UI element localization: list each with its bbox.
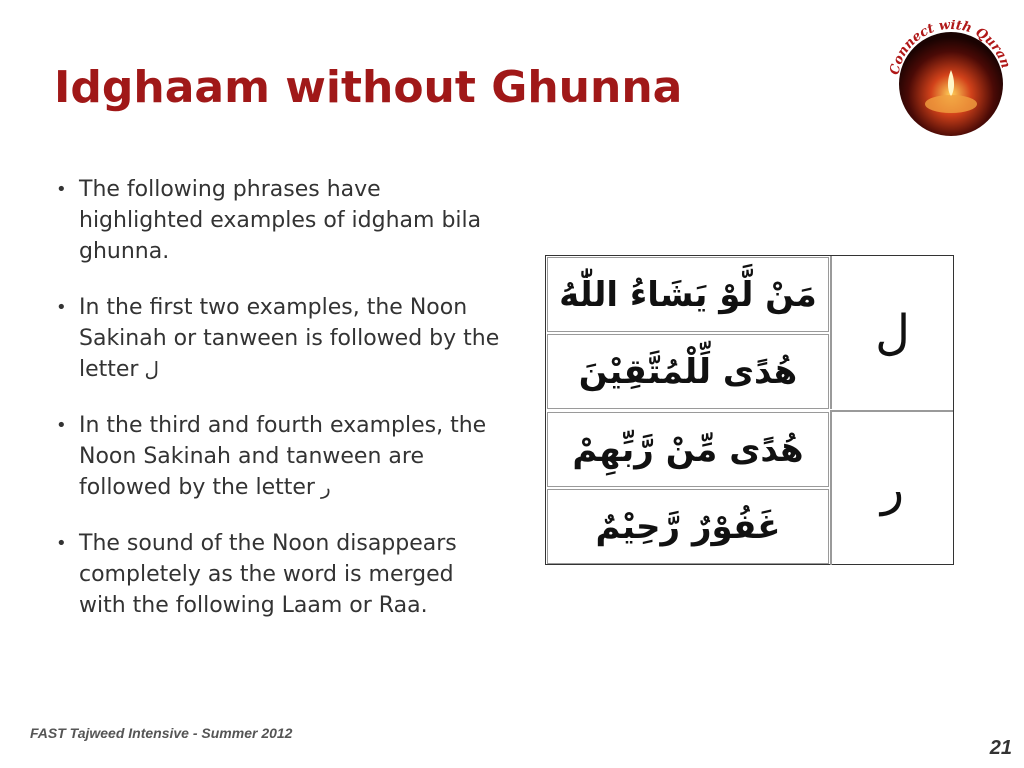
phrase-cell: هُدًى مِّنْ رَّبِّهِمْ bbox=[547, 412, 829, 487]
phrase-cell: مَنْ لَّوْ يَشَاءُ اللّٰهُ bbox=[547, 257, 829, 332]
logo-text: Connect with Quran bbox=[887, 20, 1013, 77]
bullet-list bbox=[56, 174, 506, 646]
bullet-item: • In the first two examples, the Noon Sakinah or tanween is followed by the letter ل bbox=[56, 292, 506, 385]
phrase-cell: غَفُوْرٌ رَّحِيْمٌ bbox=[547, 489, 829, 564]
connect-with-quran-logo bbox=[880, 20, 1016, 140]
bullet-item: • The sound of the Noon disappears completely as the word is merged with the following Laam or Raa. bbox=[56, 528, 506, 621]
page-number: 21 bbox=[989, 737, 1012, 759]
letter-laam: ل bbox=[144, 357, 160, 381]
phrase-cell: هُدًى لِّلْمُتَّقِيْنَ bbox=[547, 334, 829, 409]
bullet-item: • The following phrases have highlighted examples of idgham bila ghunna. bbox=[56, 174, 506, 267]
bullet-dot: • bbox=[56, 297, 67, 318]
letter-cell-raa: ر bbox=[830, 412, 953, 565]
letter-cell-laam: ل bbox=[830, 256, 953, 409]
slide-title: Idghaam without Ghunna bbox=[54, 62, 683, 113]
bullet-dot: • bbox=[56, 415, 67, 436]
bullet-dot: • bbox=[56, 179, 67, 200]
examples-table bbox=[545, 255, 954, 565]
bullet-dot: • bbox=[56, 533, 67, 554]
bullet-item: • In the third and fourth examples, the Noon Sakinah and tanween are followed by the letter ر bbox=[56, 410, 506, 503]
letter-raa: ر bbox=[320, 475, 331, 499]
footer-course: FAST Tajweed Intensive - Summer 2012 bbox=[30, 725, 293, 741]
